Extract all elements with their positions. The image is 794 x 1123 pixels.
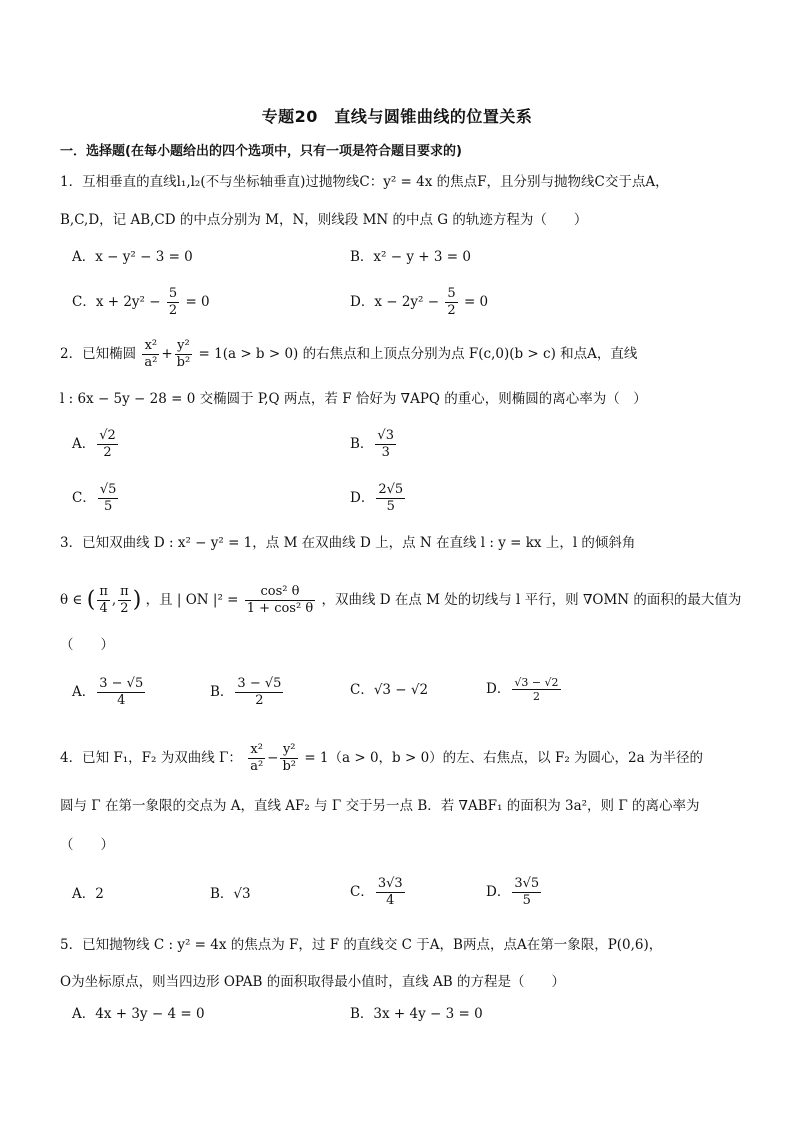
q3-b-label: B．	[210, 684, 234, 700]
q2-frac-y	[175, 338, 193, 371]
q4-pre: 4．已知 F₁，F₂ 为双曲线 Γ：	[60, 750, 242, 766]
q3-a-label: A．	[72, 684, 96, 700]
q3-b-den: 2	[255, 693, 264, 708]
q3-line2	[60, 584, 741, 617]
q2-f2-num: y²	[175, 338, 193, 355]
q1-line2: B,C,D，记 AB,CD 的中点分别为 M，N，则线段 MN 的中点 G 的轨迹方程为（ ）	[60, 212, 588, 228]
q2-line2: l : 6x − 5y − 28 = 0 交椭圆于 P,Q 两点，若 F 恰好为 ∇APQ 的重心，则椭圆的离心率为（ ）	[60, 391, 647, 407]
q5-option-a: A．4x + 3y − 4 = 0	[72, 1006, 205, 1022]
q2-b-den: 3	[381, 445, 390, 460]
q2-b-fraction	[375, 428, 396, 461]
q3-a-den: 4	[117, 693, 126, 708]
q1-d-post: = 0	[463, 294, 489, 310]
q1-c-pre: C．x + 2y² −	[72, 294, 161, 310]
q2-a-label: A．	[72, 436, 96, 452]
q3-frac-pi4	[97, 584, 110, 617]
q5-line1: 5．已知抛物线 C : y² = 4x 的焦点为 F，过 F 的直线交 C 于A，B两点，点A在第一象限，P(0,6)，	[60, 937, 663, 953]
q3-b-num: 3 − √5	[237, 676, 282, 691]
q4-line2: 圆与 Γ 在第一象限的交点为 A，直线 AF₂ 与 Γ 交于另一点 B．若 ∇ABF₁ 的面积为 3a²，则 Γ 的离心率为	[60, 798, 700, 814]
q4-c-num: 3√3	[377, 876, 403, 891]
q1-option-c	[72, 286, 210, 319]
q4-f1-num: x²	[248, 742, 265, 759]
q1-option-b: B．x² − y + 3 = 0	[350, 249, 471, 265]
q4-d-fraction	[512, 876, 541, 909]
q1-option-d	[350, 286, 488, 319]
q3-option-b	[210, 676, 285, 709]
q2-c-den: 5	[103, 499, 113, 514]
q3-a-num: 3 − √5	[99, 676, 144, 691]
q1-c-num: 5	[168, 286, 178, 301]
q2-d-num: 2√5	[378, 482, 404, 497]
q1-option-a: A．x − y² − 3 = 0	[72, 249, 193, 265]
q2-c-num: √5	[99, 482, 117, 497]
q4-minus: −	[267, 750, 279, 766]
q1-d-num: 5	[447, 286, 456, 301]
q3-d-den: 2	[532, 690, 540, 703]
q3-line3: （ ）	[60, 637, 114, 653]
q4-option-a: A．2	[72, 886, 104, 902]
q3-option-a	[72, 676, 147, 709]
q4-frac-y	[280, 742, 298, 775]
q3-theta-in: θ ∈	[60, 592, 83, 608]
q3-option-c: C．√3 − √2	[350, 682, 429, 698]
q2-c-label: C．	[72, 490, 96, 506]
q1-line1: 1．互相垂直的直线l₁,l₂(不与坐标轴垂直)过抛物线C：y² = 4x 的焦点F，且分别与抛物线C交于点A，	[60, 174, 669, 190]
q2-b-label: B．	[350, 436, 374, 452]
q2-a-num: √2	[99, 428, 116, 443]
q3-frac-pi2	[118, 584, 131, 617]
q3-b-fraction	[235, 676, 283, 709]
q1-c-post: = 0	[185, 294, 210, 310]
section-heading: 一．选择题(在每小题给出的四个选项中，只有一项是符合题目要求的)	[60, 144, 462, 159]
q4-f2-den: b²	[282, 759, 297, 774]
q2-d-label: D．	[350, 490, 375, 506]
q2-a-den: 2	[103, 445, 112, 460]
q2-option-a	[72, 428, 120, 461]
q1-c-den: 2	[168, 303, 178, 318]
q2-b-num: √3	[377, 428, 394, 443]
q3-mid: ，且 | ON |² =	[145, 592, 239, 608]
q4-d-num: 3√5	[514, 876, 540, 891]
q3-d-label: D．	[486, 681, 511, 697]
q2-frac-x	[142, 338, 159, 371]
q2-line1	[60, 338, 637, 371]
q3-paren-close: )	[132, 587, 142, 613]
q3-f2-num: π	[120, 584, 129, 599]
q2-d-den: 5	[386, 499, 395, 514]
q5-line2: O为坐标原点，则当四边形 OPAB 的面积取得最小值时，直线 AB 的方程是（ ）	[60, 974, 565, 990]
q2-option-c	[72, 482, 120, 515]
q4-d-label: D．	[486, 884, 511, 900]
q2-c-fraction	[98, 482, 119, 515]
q1-c-fraction	[167, 286, 179, 319]
page-title: 专题20 直线与圆锥曲线的位置关系	[261, 107, 533, 126]
q4-frac-x	[248, 742, 265, 775]
q3-f1-num: π	[99, 584, 108, 599]
q4-d-den: 5	[522, 893, 531, 908]
q2-plus: +	[161, 346, 173, 362]
q5-option-b: B．3x + 4y − 3 = 0	[350, 1006, 483, 1022]
q3-f3-num: cos² θ	[245, 584, 315, 601]
q3-a-fraction	[97, 676, 145, 709]
q3-frac-cos	[245, 584, 315, 617]
q4-option-b: B．√3	[210, 886, 251, 902]
q4-post: = 1（a > 0，b > 0）的左、右焦点，以 F₂ 为圆心，2a 为半径的	[304, 750, 703, 766]
q2-f1-num: x²	[142, 338, 159, 355]
q4-option-c	[350, 876, 407, 909]
q1-d-fraction	[445, 286, 457, 319]
q2-d-fraction	[376, 482, 405, 515]
q2-post: = 1(a > b > 0) 的右焦点和上顶点分别为点 F(c,0)(b > c) 和点A，直线	[198, 346, 638, 362]
q4-option-d	[486, 876, 543, 909]
q3-paren-open: (	[86, 587, 96, 613]
q3-f2-den: 2	[120, 601, 129, 616]
q2-a-fraction	[97, 428, 118, 461]
q3-d-num: √3 − √2	[514, 676, 559, 689]
q4-f2-num: y²	[280, 742, 298, 759]
q3-post: ，双曲线 D 在点 M 处的切线与 l 平行，则 ∇OMN 的面积的最大值为	[321, 592, 742, 608]
q2-pre: 2．已知椭圆	[60, 346, 137, 362]
q3-comma: ,	[111, 592, 117, 608]
q4-line1	[60, 742, 703, 775]
q2-f2-den: b²	[176, 355, 191, 370]
q3-f3-den: 1 + cos² θ	[246, 601, 314, 616]
q2-option-b	[350, 428, 398, 461]
q4-f1-den: a²	[250, 759, 264, 774]
q3-d-fraction	[512, 676, 560, 703]
q3-line1: 3．已知双曲线 D : x² − y² = 1，点 M 在双曲线 D 上，点 N 在直线 l : y = kx 上，l 的倾斜角	[60, 535, 636, 551]
q4-c-label: C．	[350, 884, 374, 900]
q1-d-pre: D．x − 2y² −	[350, 294, 440, 310]
q2-f1-den: a²	[144, 355, 158, 370]
q3-f1-den: 4	[99, 601, 108, 616]
q1-d-den: 2	[447, 303, 456, 318]
q2-option-d	[350, 482, 407, 515]
q4-c-den: 4	[386, 893, 395, 908]
q3-option-d	[486, 676, 563, 703]
q4-c-fraction	[376, 876, 405, 909]
q4-line3: （ ）	[60, 837, 114, 853]
